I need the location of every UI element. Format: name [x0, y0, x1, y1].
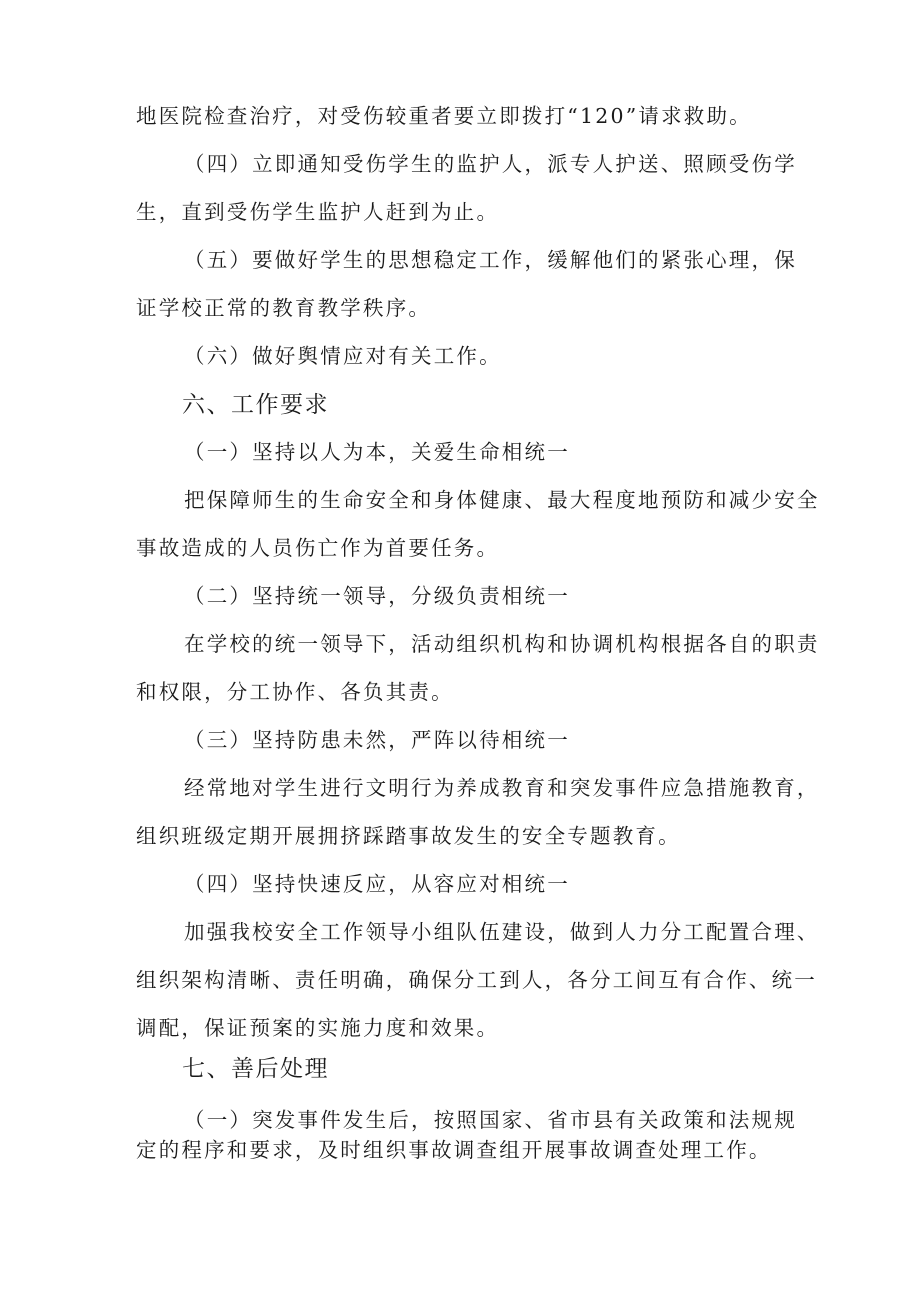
body-line: 把保障师生的生命安全和身体健康、最大程度地预防和减少安全 — [184, 488, 820, 512]
body-line: 组织班级定期开展拥挤踩踏事故发生的安全专题教育。 — [136, 824, 681, 848]
section-heading: 七、善后处理 — [182, 1056, 329, 1082]
body-line: 地医院检查治疗，对受伤较重者要立即拨打“120”请求救助。 — [136, 104, 752, 128]
body-line: 组织架构清晰、责任明确，确保分工到人，各分工间互有合作、统一 — [136, 968, 817, 992]
subheading-line: （三）坚持防患未然，严阵以待相统一 — [184, 728, 570, 752]
body-line: （六）做好舆情应对有关工作。 — [184, 344, 502, 368]
body-line: 在学校的统一领导下，活动组织机构和协调机构根据各自的职责 — [184, 632, 820, 656]
body-line: 加强我校安全工作领导小组队伍建设，做到人力分工配置合理、 — [184, 920, 820, 944]
subheading-line: （四）坚持快速反应，从容应对相统一 — [184, 872, 570, 896]
subheading-line: （二）坚持统一领导，分级负责相统一 — [184, 584, 570, 608]
section-heading: 六、工作要求 — [182, 392, 329, 418]
body-line: 和权限，分工协作、各负其责。 — [136, 680, 454, 704]
body-line: 生，直到受伤学生监护人赶到为止。 — [136, 200, 500, 224]
body-line: （五）要做好学生的思想稳定工作，缓解他们的紧张心理，保 — [184, 248, 797, 272]
body-line: 事故造成的人员伤亡作为首要任务。 — [136, 536, 500, 560]
body-line: 证学校正常的教育教学秩序。 — [136, 296, 432, 320]
body-line: 定的程序和要求，及时组织事故调查组开展事故调查处理工作。 — [136, 1138, 772, 1162]
body-line: （四）立即通知受伤学生的监护人，派专人护送、照顾受伤学 — [184, 152, 797, 176]
body-line: 经常地对学生进行文明行为养成教育和突发事件应急措施教育， — [184, 776, 820, 800]
subheading-line: （一）坚持以人为本，关爱生命相统一 — [184, 440, 570, 464]
body-line: （一）突发事件发生后，按照国家、省市县有关政策和法规规 — [184, 1108, 797, 1132]
body-line: 调配，保证预案的实施力度和效果。 — [136, 1016, 500, 1040]
